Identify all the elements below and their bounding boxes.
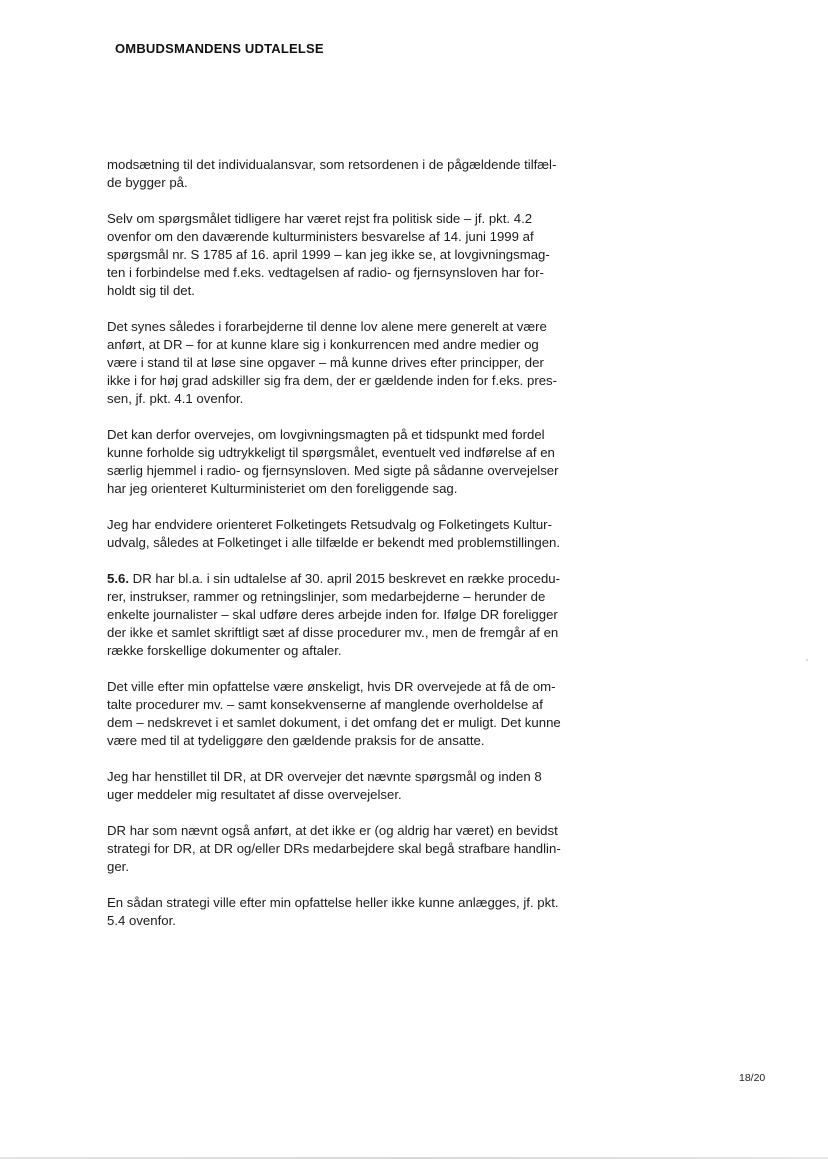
paragraph-9: DR har som nævnt også anført, at det ikke er (og aldrig har været) en bevidst strategi for DR, at DR og/eller DRs medarbejdere skal begå strafbare handlin- ger. [107, 823, 561, 874]
paragraph-4: Det kan derfor overvejes, om lovgivningsmagten på et tidspunkt med fordel kunne forholde sig udtrykkeligt til spørgsmålet, eventuelt ved indførelse af en særlig hjemmel i radio- og fjernsynsloven. Med sigte på sådanne overvejelser har jeg orienteret Kulturministeriet om den foreliggende sag. [107, 427, 559, 496]
scan-edge-line [0, 1157, 828, 1159]
paragraph-8: Jeg har henstillet til DR, at DR overvejer det nævnte spørgsmål og inden 8 uger meddeler mig resultatet af disse overvejelser. [107, 769, 542, 802]
paragraph-7: Det ville efter min opfattelse være ønskeligt, hvis DR overvejede at få de om- talte procedurer mv. – samt konsekvenserne af manglende overholdelse af dem – nedskrevet i et samlet dokument, i det omfang det er muligt. Det kunne være med til at tydeliggøre den gældende praksis for de ansatte. [107, 679, 561, 748]
paragraph-1: modsætning til det individualansvar, som retsordenen i de pågældende tilfæl- de bygger på. [107, 157, 557, 190]
paragraph-3: Det synes således i forarbejderne til denne lov alene mere generelt at være anført, at DR – for at kunne klare sig i konkurrencen med andre medier og være i stand til at løse sine opgaver – må kunne drives efter principper, der ikke i for høj grad adskiller sig fra dem, der er gældende inden for f.eks. pres- sen, jf. pkt. 4.1 ovenfor. [107, 319, 558, 406]
document-body [107, 156, 577, 948]
page-number: 18/20 [739, 1072, 766, 1084]
paragraph-6-text: DR har bl.a. i sin udtalelse af 30. april 2015 beskrevet en række procedu- rer, instrukser, rammer og retningslinjer, som medarbejderne – herunder de enkelte journalister – skal udføre deres arbejde inden for. Ifølge DR foreligger der ikke et samlet skriftligt sæt af disse procedurer mv., men de fremgår af en række forskellige dokumenter og aftaler. [107, 571, 561, 658]
scan-speck [806, 659, 808, 661]
paragraph-5: Jeg har endvidere orienteret Folketingets Retsudvalg og Folketingets Kultur- udvalg, således at Folketinget i alle tilfælde er bekendt med problemstillingen. [107, 517, 561, 550]
paragraph-2: Selv om spørgsmålet tidligere har været rejst fra politisk side – jf. pkt. 4.2 ovenfor om den daværende kulturministers besvarelse af 14. juni 1999 af spørgsmål nr. S 1785 af 16. april 1999 – kan jeg ikke se, at lovgivningsmag- ten i forbindelse med f.eks. vedtagelsen af radio- og fjernsynsloven har for- holdt sig til det. [107, 211, 550, 298]
page-header-title: OMBUDSMANDENS UDTALELSE [115, 41, 324, 56]
section-number: 5.6. [107, 571, 129, 586]
paragraph-10: En sådan strategi ville efter min opfattelse heller ikke kunne anlægges, jf. pkt. 5.4 ovenfor. [107, 895, 559, 928]
paragraph-6 [107, 570, 577, 660]
